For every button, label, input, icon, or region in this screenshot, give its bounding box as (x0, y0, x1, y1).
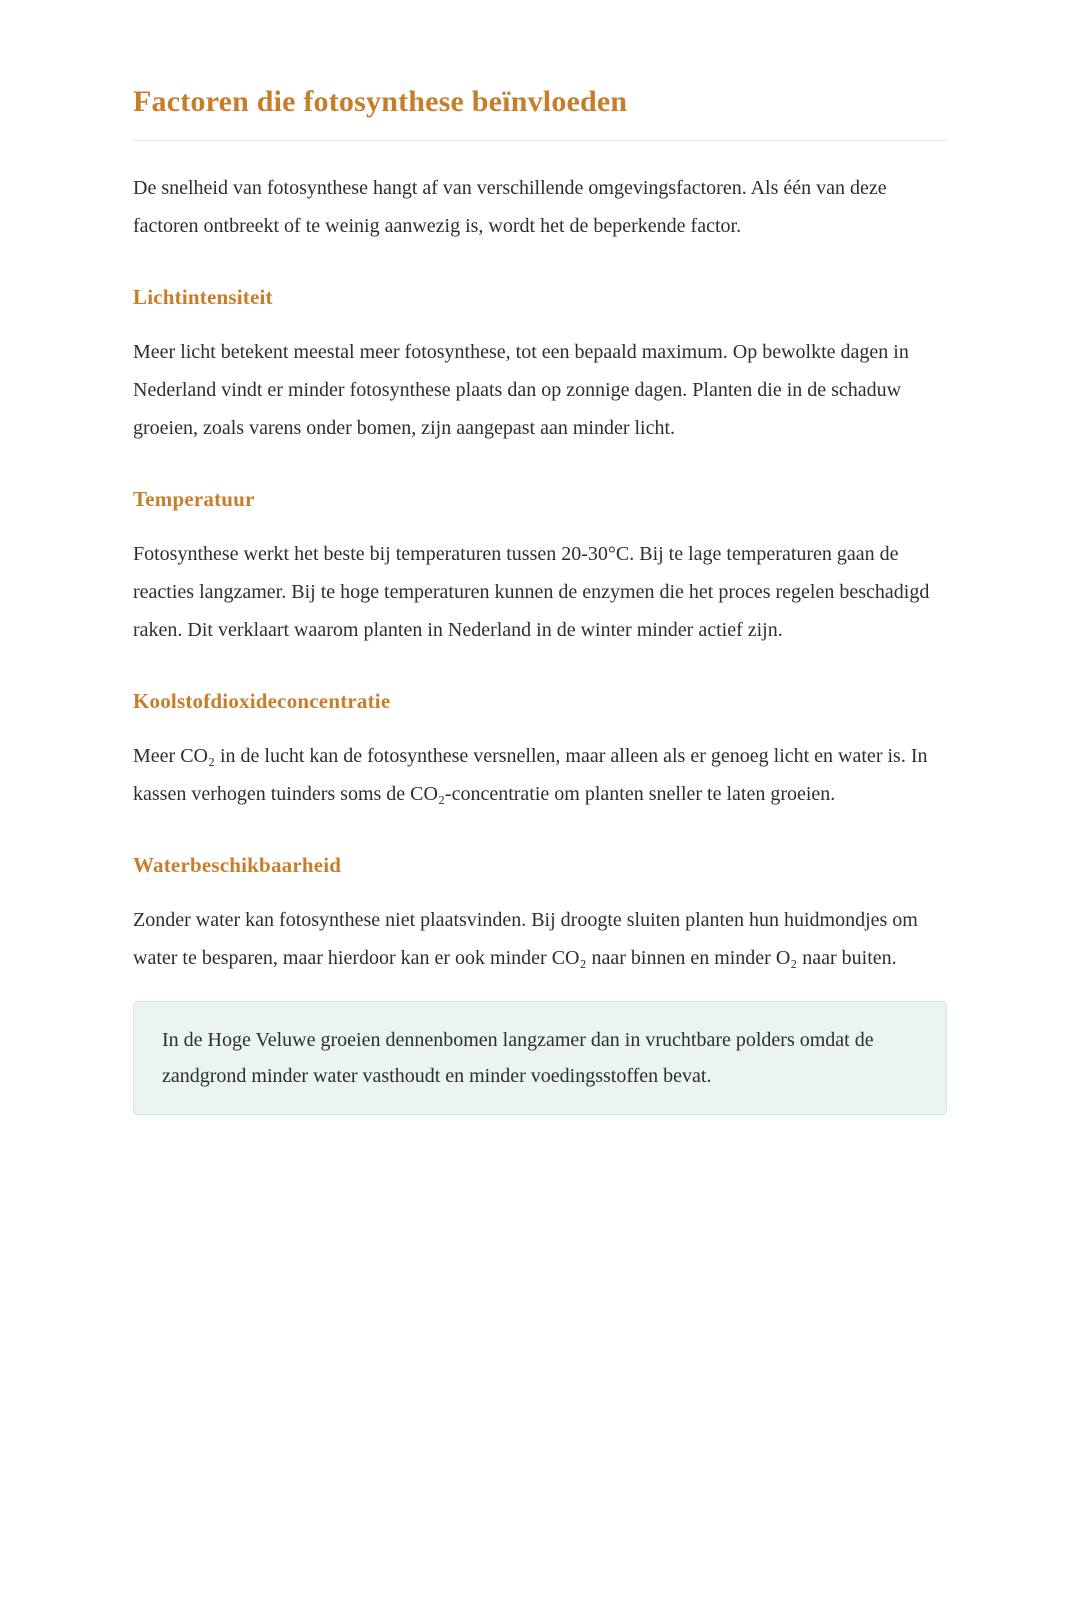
section-paragraph-temperatuur: Fotosynthese werkt het beste bij temperaturen tussen 20-30°C. Bij te lage temperaturen gaan de reacties langzamer. Bij te hoge temperaturen kunnen de enzymen die het proces regelen beschadigd raken. Dit verklaart waarom planten in Nederland in de winter minder actief zijn. (133, 543, 930, 641)
callout-text: In de Hoge Veluwe groeien dennenbomen langzamer dan in vruchtbare polders omdat de zandgrond minder water vasthoudt en minder voedingsstoffen bevat. (162, 1029, 874, 1087)
section-heading-lichtintensiteit: Lichtintensiteit (133, 285, 273, 309)
section-heading-koolstofdioxideconcentratie: Koolstofdioxideconcentratie (133, 689, 391, 713)
intro-paragraph: De snelheid van fotosynthese hangt af van verschillende omgevingsfactoren. Als één van deze factoren ontbreekt of te weinig aanwezig is, wordt het de beperkende factor. (133, 177, 887, 237)
callout-box (133, 1001, 947, 1115)
title-divider (133, 140, 947, 141)
section-paragraph-koolstofdioxideconcentratie: Meer CO₂ in de lucht kan de fotosynthese versnellen, maar alleen als er genoeg licht en water is. In kassen verhogen tuinders soms de CO₂-concentratie om planten sneller te laten groeien. (133, 745, 928, 805)
section-heading-temperatuur: Temperatuur (133, 487, 255, 511)
page-title: Factoren die fotosynthese beïnvloeden (133, 85, 628, 118)
section-paragraph-lichtintensiteit: Meer licht betekent meestal meer fotosynthese, tot een bepaald maximum. Op bewolkte dagen in Nederland vindt er minder fotosynthese plaats dan op zonnige dagen. Planten die in de schaduw groeien, zoals varens onder bomen, zijn aangepast aan minder licht. (133, 341, 909, 439)
section-heading-waterbeschikbaarheid: Waterbeschikbaarheid (133, 853, 342, 877)
section-paragraph-waterbeschikbaarheid: Zonder water kan fotosynthese niet plaatsvinden. Bij droogte sluiten planten hun huidmondjes om water te besparen, maar hierdoor kan er ook minder CO₂ naar binnen en minder O₂ naar buiten. (133, 909, 918, 969)
article-page (0, 82, 1080, 1115)
